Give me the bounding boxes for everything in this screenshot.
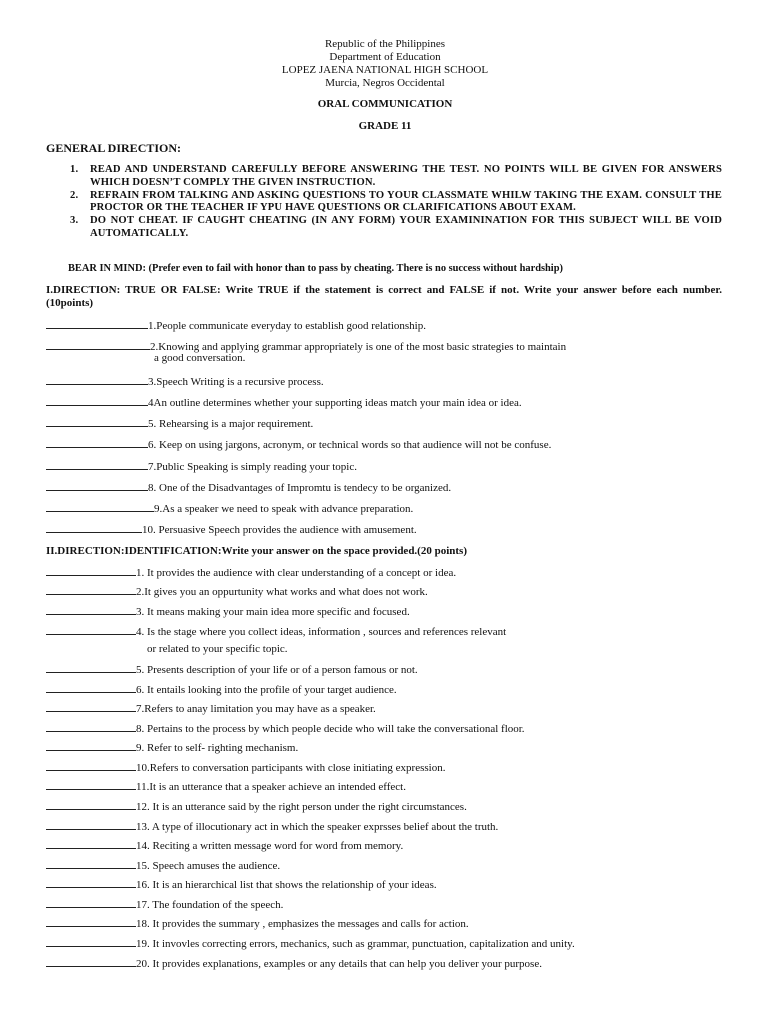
question-text: 7.Refers to anay limitation you may have as a speaker.: [136, 703, 376, 715]
question-text: 10.Refers to conversation participants with close initiating expression.: [136, 762, 446, 774]
id-item-8: [46, 721, 525, 736]
answer-blank[interactable]: [46, 877, 136, 888]
answer-blank[interactable]: [46, 858, 136, 869]
question-text: 18. It provides the summary , emphasizes the messages and calls for action.: [136, 918, 469, 930]
id-item-19: [46, 936, 575, 951]
answer-blank[interactable]: [46, 682, 136, 693]
answer-blank[interactable]: [46, 897, 136, 908]
general-direction-item: [70, 215, 722, 241]
question-text: 11.It is an utterance that a speaker achieve an intended effect.: [136, 781, 406, 793]
header-department: Department of Education: [329, 51, 441, 63]
answer-blank[interactable]: [46, 779, 136, 790]
tf-item-3: [46, 374, 324, 389]
answer-blank[interactable]: [46, 522, 142, 533]
question-text: 4An outline determines whether your supporting ideas match your main idea or idea.: [148, 397, 522, 409]
answer-blank[interactable]: [46, 721, 136, 732]
general-direction-item: [70, 190, 722, 216]
answer-blank[interactable]: [46, 662, 136, 673]
tf-item-2: [46, 339, 566, 354]
question-text: 13. A type of illocutionary act in which the speaker exprsses belief about the truth.: [136, 821, 499, 833]
header-location: Murcia, Negros Occidental: [325, 77, 445, 89]
bear-in-mind-note: BEAR IN MIND: (Prefer even to fail with honor than to pass by cheating. There is no success without hardship): [68, 263, 563, 274]
answer-blank[interactable]: [46, 459, 148, 470]
id-item-2: [46, 584, 428, 599]
answer-blank[interactable]: [46, 437, 148, 448]
tf-item-4: [46, 395, 522, 410]
school-header: [0, 38, 768, 90]
answer-blank[interactable]: [46, 416, 148, 427]
id-item-9: [46, 740, 298, 755]
question-text: 9. Refer to self- righting mechanism.: [136, 742, 299, 754]
answer-blank[interactable]: [46, 339, 150, 350]
tf-item-10: [46, 522, 417, 537]
answer-blank[interactable]: [46, 838, 136, 849]
question-text: 19. It invovles correcting errors, mechanics, such as grammar, punctuation, capitalization and unity.: [136, 938, 575, 950]
id-item-3: [46, 604, 410, 619]
item-number: 1.: [70, 164, 79, 175]
question-text: 3.Speech Writing is a recursive process.: [148, 376, 324, 388]
answer-blank[interactable]: [46, 916, 136, 927]
answer-blank[interactable]: [46, 624, 136, 635]
answer-blank[interactable]: [46, 480, 148, 491]
question-text: 7.Public Speaking is simply reading your topic.: [148, 461, 357, 473]
question-text: 1. It provides the audience with clear understanding of a concept or idea.: [136, 567, 457, 579]
id-item-12: [46, 799, 467, 814]
id-item-16: [46, 877, 437, 892]
section2-heading: II.DIRECTION:IDENTIFICATION:Write your answer on the space provided.(20 points): [46, 545, 467, 557]
id-item-11: [46, 779, 406, 794]
general-direction-item: [70, 164, 722, 190]
question-text: 17. The foundation of the speech.: [136, 899, 284, 911]
answer-blank[interactable]: [46, 799, 136, 810]
answer-blank[interactable]: [46, 374, 148, 385]
question-text: 16. It is an hierarchical list that shows the relationship of your ideas.: [136, 879, 437, 891]
question-text: 10. Persuasive Speech provides the audience with amusement.: [142, 524, 417, 536]
question-text: 4. Is the stage where you collect ideas, information , sources and references relevant: [136, 626, 507, 638]
question-text: 5. Rehearsing is a major requirement.: [148, 418, 314, 430]
question-text: 2.Knowing and applying grammar appropriately is one of the most basic strategies to maintain: [150, 341, 567, 353]
grade-title: GRADE 11: [358, 120, 412, 132]
id-item-5: [46, 662, 418, 677]
id-item-20: [46, 956, 542, 971]
question-text: 14. Reciting a written message word for word from memory.: [136, 840, 404, 852]
id-item-15: [46, 858, 280, 873]
answer-blank[interactable]: [46, 819, 136, 830]
question-text: 5. Presents description of your life or of a person famous or not.: [136, 664, 418, 676]
answer-blank[interactable]: [46, 604, 136, 615]
id-item-18: [46, 916, 469, 931]
question-text: 6. Keep on using jargons, acronym, or technical words so that audience will not be confuse.: [148, 439, 552, 451]
id-item-6: [46, 682, 397, 697]
question-text: 2.It gives you an oppurtunity what works and what does not work.: [136, 586, 428, 598]
answer-blank[interactable]: [46, 318, 148, 329]
tf-item-7: [46, 459, 357, 474]
question-text: 3. It means making your main idea more specific and focused.: [136, 606, 410, 618]
answer-blank[interactable]: [46, 395, 148, 406]
answer-blank[interactable]: [46, 701, 136, 712]
item-text: DO NOT CHEAT. IF CAUGHT CHEATING (IN ANY FORM) YOUR EXAMININATION FOR THIS SUBJECT WILL BE VOID AUTOMATICALLY.: [90, 215, 722, 239]
item-text: REFRAIN FROM TALKING AND ASKING QUESTIONS TO YOUR CLASSMATE WHILW TAKING THE EXAM. CONSULT THE PROCTOR OR THE TEACHER IF YPU HAVE QUESTIONS OR CLARIFICATIONS ABOUT EXAM.: [90, 189, 722, 214]
general-direction-list: [70, 164, 722, 241]
question-text: 20. It provides explanations, examples or any details that can help you deliver your purpose.: [136, 958, 542, 970]
id-item-1: [46, 565, 456, 580]
id-item-13: [46, 819, 498, 834]
tf-item-6: [46, 437, 551, 452]
header-school-name: LOPEZ JAENA NATIONAL HIGH SCHOOL: [281, 64, 489, 76]
answer-blank[interactable]: [46, 584, 136, 595]
question-text: 1.People communicate everyday to establish good relationship.: [148, 320, 426, 332]
answer-blank[interactable]: [46, 760, 136, 771]
question-text: 8. One of the Disadvantages of Impromtu is tendecy to be organized.: [148, 482, 452, 494]
header-republic: Republic of the Philippines: [324, 38, 446, 50]
answer-blank[interactable]: [46, 936, 136, 947]
id-item-7: [46, 701, 376, 716]
tf-item-8: [46, 480, 451, 495]
id-item-4-continuation: or related to your specific topic.: [147, 643, 288, 655]
item-number: 3.: [70, 215, 79, 227]
tf-item-9: [46, 501, 413, 516]
answer-blank[interactable]: [46, 501, 154, 512]
question-text: 9.As a speaker we need to speak with advance preparation.: [154, 503, 414, 515]
question-text: 15. Speech amuses the audience.: [136, 860, 281, 872]
item-text: READ AND UNDERSTAND CAREFULLY BEFORE ANSWERING THE TEST. NO POINTS WILL BE GIVEN FOR ANSWERS WHICH DOESN’T COMPLY THE GIVEN INSTRUCTION.: [90, 164, 722, 188]
general-direction-title: GENERAL DIRECTION:: [46, 141, 182, 155]
tf-item-5: [46, 416, 313, 431]
question-text: 8. Pertains to the process by which people decide who will take the conversational floor.: [136, 723, 525, 735]
answer-blank[interactable]: [46, 565, 136, 576]
tf-item-2-continuation: a good conversation.: [154, 352, 246, 364]
id-item-17: [46, 897, 283, 912]
id-item-10: [46, 760, 445, 775]
id-item-4: [46, 624, 506, 639]
answer-blank[interactable]: [46, 740, 136, 751]
tf-item-1: [46, 318, 426, 333]
question-text: 12. It is an utterance said by the right person under the right circumstances.: [136, 801, 467, 813]
question-text: 6. It entails looking into the profile of your target audience.: [136, 684, 397, 696]
subject-title: ORAL COMMUNICATION: [317, 98, 453, 110]
id-item-14: [46, 838, 403, 853]
answer-blank[interactable]: [46, 956, 136, 967]
item-number: 2.: [70, 189, 79, 201]
section1-heading: I.DIRECTION: TRUE OR FALSE: Write TRUE if the statement is correct and FALSE if not. Write your answer before each number.(10points): [46, 284, 722, 309]
